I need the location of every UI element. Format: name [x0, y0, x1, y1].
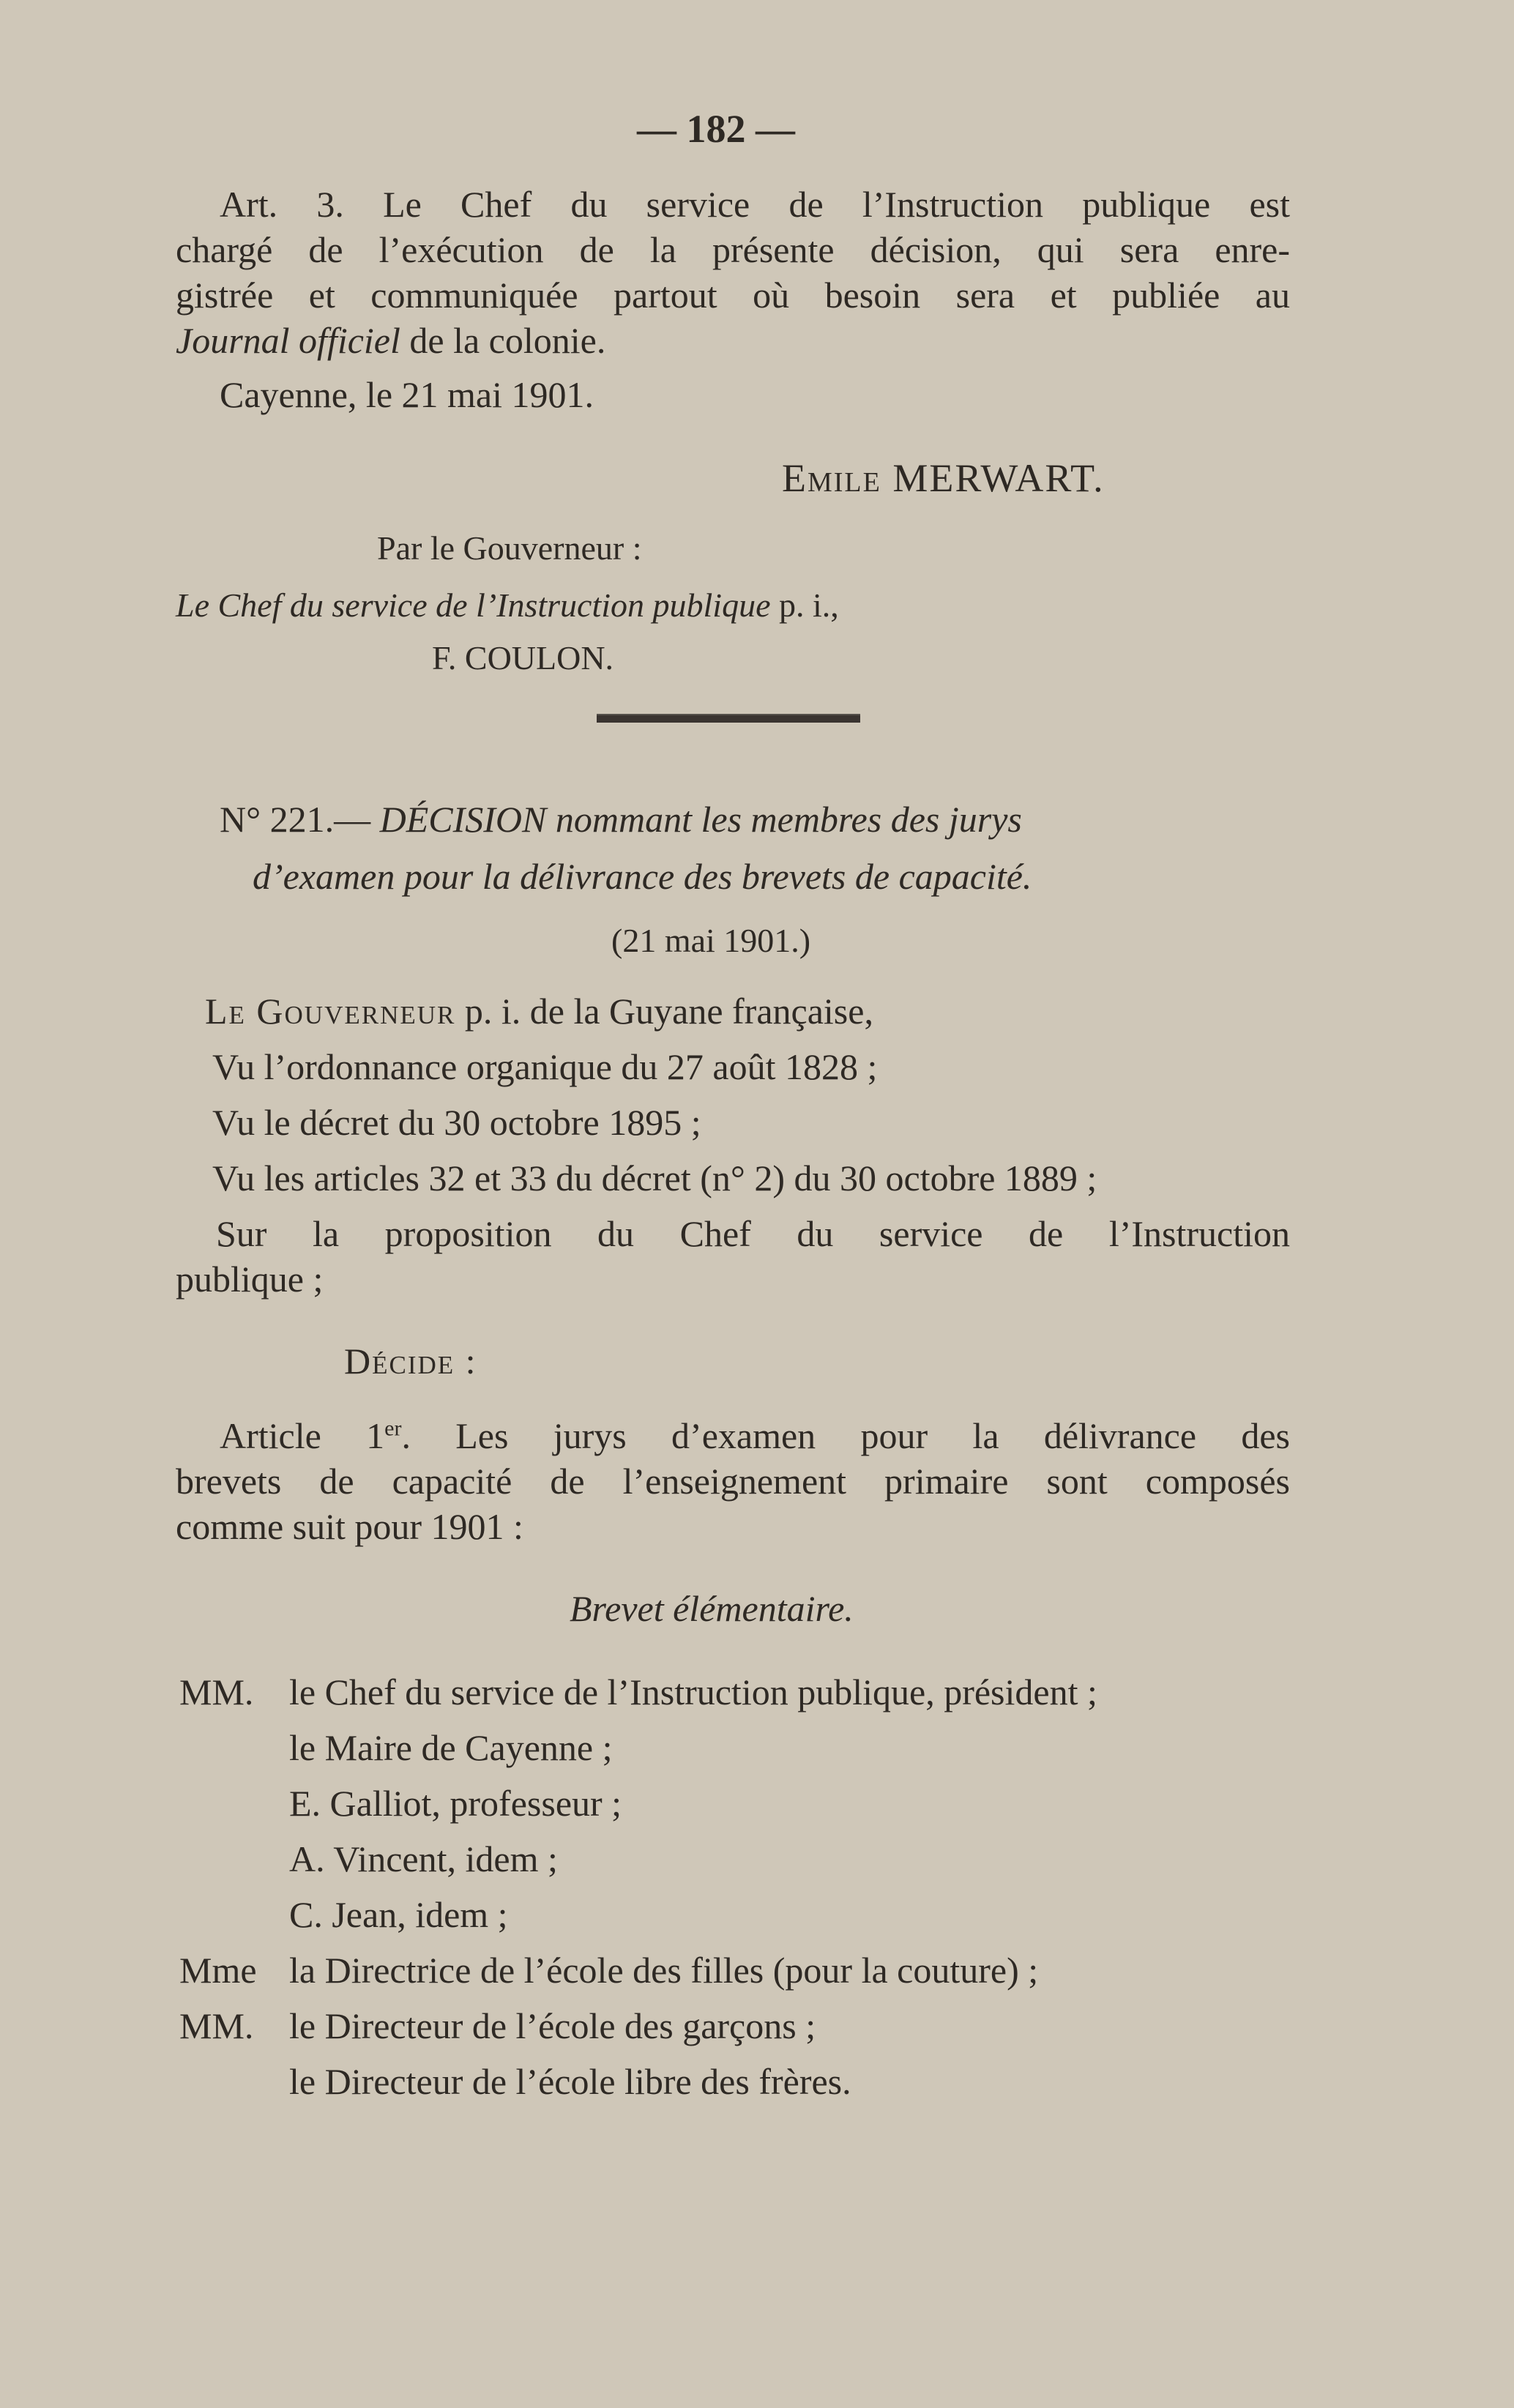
- jury-item-0: le Chef du service de l’Instruction publique, président ;: [289, 1671, 1097, 1712]
- brevet-heading: Brevet élémentaire.: [570, 1588, 854, 1629]
- page-number: — 182 —: [637, 107, 795, 151]
- separator-rule: [597, 714, 860, 723]
- coulon-name: F. COULON.: [432, 639, 614, 676]
- decision-word: DÉCISION: [379, 799, 547, 840]
- article-1-sup: er: [384, 1416, 402, 1441]
- chef-title: Le Chef du service de l’Instruction publique: [176, 586, 771, 624]
- decide-heading: Décide :: [344, 1341, 477, 1382]
- article-1-line-3: comme suit pour 1901 :: [176, 1506, 523, 1547]
- article-1-label: Article 1: [220, 1415, 385, 1456]
- sur-proposition-line-2: publique ;: [176, 1259, 324, 1300]
- jury-item-3: A. Vincent, idem ;: [289, 1838, 558, 1879]
- article-1-line-1: [220, 1414, 1290, 1457]
- jury-prefix-5: Mme: [179, 1950, 257, 1991]
- art3-line-4-rest: de la colonie.: [400, 320, 606, 361]
- art3-date: Cayenne, le 21 mai 1901.: [220, 374, 594, 415]
- art3-line-1: Art. 3. Le Chef du service de l’Instruction publique est: [220, 184, 1290, 225]
- decision-date: (21 mai 1901.): [611, 922, 811, 959]
- article-1-line-2: brevets de capacité de l’enseignement primaire sont composés: [176, 1461, 1290, 1502]
- jury-item-1: le Maire de Cayenne ;: [289, 1727, 613, 1768]
- par-le-gouverneur: Par le Gouverneur :: [377, 529, 642, 567]
- journal-officiel: Journal officiel: [176, 320, 400, 361]
- vu-ordonnance: Vu l’ordonnance organique du 27 août 1828 ;: [212, 1046, 878, 1087]
- art3-line-3: gistrée et communiquée partout où besoin sera et publiée au: [176, 275, 1290, 316]
- decision-number: N° 221.—: [220, 799, 371, 840]
- vu-decret-1895: Vu le décret du 30 octobre 1895 ;: [212, 1102, 701, 1143]
- jury-item-4: C. Jean, idem ;: [289, 1894, 508, 1935]
- decision-title-rest: nommant les membres des jurys: [546, 799, 1022, 840]
- jury-item-5: la Directrice de l’école des filles (pour la couture) ;: [289, 1950, 1039, 1991]
- jury-prefix-0: MM.: [179, 1671, 254, 1712]
- sur-proposition-line-1: Sur la proposition du Chef du service de l’Instruction: [216, 1213, 1290, 1254]
- article-1-text: . Les jurys d’examen pour la délivrance des: [401, 1415, 1290, 1456]
- governor-title: Le Gouverneur: [205, 991, 456, 1032]
- chef-line: [176, 586, 839, 625]
- art3-line-2: chargé de l’exécution de la présente décision, qui sera enre-: [176, 229, 1290, 270]
- chef-suffix: p. i.,: [770, 586, 839, 624]
- decision-title-line-1: [220, 798, 1022, 840]
- governor-rest: p. i. de la Guyane française,: [455, 991, 873, 1032]
- governor-line: [205, 990, 873, 1032]
- vu-articles: Vu les articles 32 et 33 du décret (n° 2) du 30 octobre 1889 ;: [212, 1158, 1097, 1199]
- art3-line-4: [176, 319, 605, 362]
- decision-title-line-2: d’examen pour la délivrance des brevets de capacité.: [253, 856, 1032, 897]
- governor-signature: Emile MERWART.: [782, 456, 1105, 500]
- jury-prefix-6: MM.: [179, 2005, 254, 2046]
- jury-item-7: le Directeur de l’école libre des frères.: [289, 2061, 851, 2102]
- jury-item-6: le Directeur de l’école des garçons ;: [289, 2005, 816, 2046]
- jury-item-2: E. Galliot, professeur ;: [289, 1783, 622, 1824]
